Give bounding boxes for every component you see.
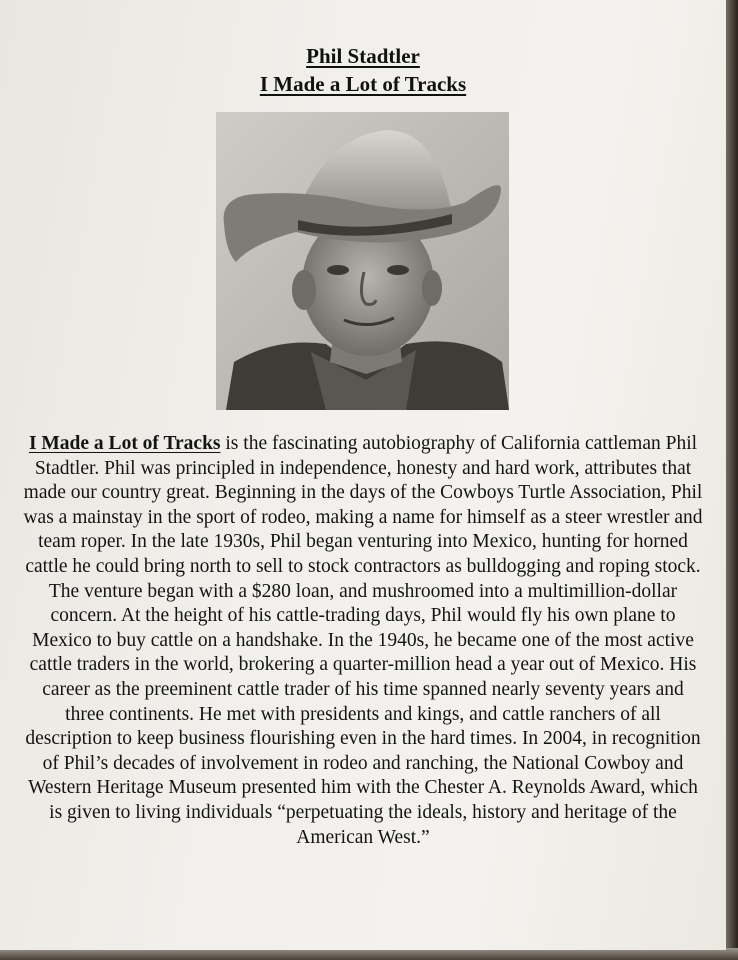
title-block: [0, 42, 726, 98]
biography-paragraph: [22, 432, 704, 850]
portrait-photo-icon: [216, 112, 509, 410]
author-name: Phil Stadtler: [306, 44, 420, 68]
body-text: is the fascinating autobiography of California cattleman Phil Stadtler. Phil was principled in independence, honesty and hard work, attributes that made our country great. Beginning in the days of the Cowboys Turtle Association, Phil was a mainstay in the sport of rodeo, making a name for himself as a steer wrestler and team roper. In the late 1930s, Phil began venturing into Mexico, hunting for horned cattle he could bring north to sell to stock contractors as bulldogging and roping stock. The venture began with a $280 loan, and mushroomed into a multimillion-dollar concern. At the height of his cattle-trading days, Phil would fly his own plane to Mexico to buy cattle on a handshake. In the 1940s, he became one of the most active cattle traders in the world, brokering a quarter-million head a year out of Mexico. His career as the preeminent cattle trader of his time spanned nearly seventy years and three continents. He met with presidents and kings, and cattle ranchers of all description to keep business flourishing even in the hard times. In 2004, in recognition of Phil’s decades of involvement in rodeo and ranching, the National Cowboy and Western Heritage Museum presented him with the Chester A. Reynolds Award, which is given to living individuals “perpetuating the ideals, history and heritage of the American West.”: [23, 433, 703, 848]
portrait-photo: [216, 112, 509, 410]
body-lead-title: I Made a Lot of Tracks: [28, 433, 221, 454]
book-title: I Made a Lot of Tracks: [259, 72, 467, 96]
